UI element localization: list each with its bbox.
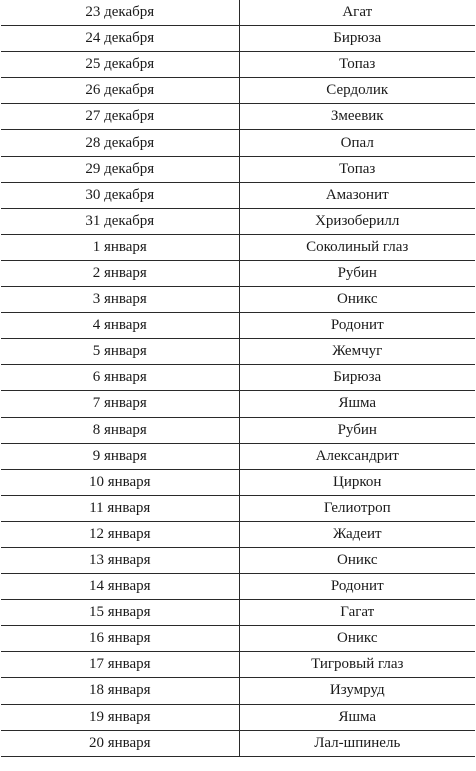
birthstone-table (1, 0, 475, 757)
date-cell: 28 декабря (1, 130, 239, 156)
table-row (1, 26, 475, 52)
date-cell: 4 января (1, 313, 239, 339)
table-row (1, 600, 475, 626)
date-cell: 6 января (1, 365, 239, 391)
table-row (1, 495, 475, 521)
date-cell: 12 января (1, 521, 239, 547)
stone-cell: Топаз (239, 52, 475, 78)
stone-cell: Змеевик (239, 104, 475, 130)
table-row (1, 547, 475, 573)
table-row (1, 678, 475, 704)
stone-cell: Рубин (239, 417, 475, 443)
stone-cell: Бирюза (239, 26, 475, 52)
date-cell: 3 января (1, 287, 239, 313)
date-cell: 18 января (1, 678, 239, 704)
table-row (1, 652, 475, 678)
stone-cell: Родонит (239, 313, 475, 339)
stone-cell: Яшма (239, 391, 475, 417)
date-cell: 20 января (1, 730, 239, 756)
stone-cell: Яшма (239, 704, 475, 730)
stone-cell: Сердолик (239, 78, 475, 104)
date-cell: 30 декабря (1, 182, 239, 208)
table-row (1, 417, 475, 443)
table-row (1, 313, 475, 339)
table-row (1, 730, 475, 756)
date-cell: 24 декабря (1, 26, 239, 52)
date-cell: 31 декабря (1, 208, 239, 234)
table-row (1, 156, 475, 182)
table-row (1, 704, 475, 730)
date-cell: 1 января (1, 234, 239, 260)
date-cell: 16 января (1, 626, 239, 652)
date-cell: 9 января (1, 443, 239, 469)
stone-cell: Гагат (239, 600, 475, 626)
table-row (1, 391, 475, 417)
date-cell: 29 декабря (1, 156, 239, 182)
stone-cell: Оникс (239, 547, 475, 573)
stone-cell: Рубин (239, 260, 475, 286)
date-cell: 14 января (1, 574, 239, 600)
stone-cell: Бирюза (239, 365, 475, 391)
table-row (1, 208, 475, 234)
table-row (1, 443, 475, 469)
stone-cell: Лал-шпинель (239, 730, 475, 756)
stone-cell: Жадеит (239, 521, 475, 547)
table-row (1, 365, 475, 391)
stone-cell: Изумруд (239, 678, 475, 704)
stone-cell: Опал (239, 130, 475, 156)
stone-cell: Родонит (239, 574, 475, 600)
date-cell: 7 января (1, 391, 239, 417)
table-row (1, 52, 475, 78)
date-cell: 17 января (1, 652, 239, 678)
date-cell: 2 января (1, 260, 239, 286)
date-cell: 26 декабря (1, 78, 239, 104)
date-cell: 13 января (1, 547, 239, 573)
table-row (1, 574, 475, 600)
table-row (1, 234, 475, 260)
date-cell: 15 января (1, 600, 239, 626)
stone-cell: Агат (239, 0, 475, 26)
date-cell: 10 января (1, 469, 239, 495)
table-row (1, 0, 475, 26)
stone-cell: Топаз (239, 156, 475, 182)
stone-cell: Соколиный глаз (239, 234, 475, 260)
date-cell: 8 января (1, 417, 239, 443)
table-row (1, 130, 475, 156)
table-row (1, 260, 475, 286)
date-cell: 25 декабря (1, 52, 239, 78)
date-cell: 19 января (1, 704, 239, 730)
table-body (1, 0, 475, 756)
table-row (1, 469, 475, 495)
stone-cell: Амазонит (239, 182, 475, 208)
table-row (1, 626, 475, 652)
stone-cell: Гелиотроп (239, 495, 475, 521)
date-cell: 11 января (1, 495, 239, 521)
table-row (1, 78, 475, 104)
stone-cell: Оникс (239, 287, 475, 313)
table-row (1, 521, 475, 547)
stone-cell: Жемчуг (239, 339, 475, 365)
stone-cell: Оникс (239, 626, 475, 652)
stone-cell: Циркон (239, 469, 475, 495)
stone-cell: Александрит (239, 443, 475, 469)
table-row (1, 339, 475, 365)
date-cell: 27 декабря (1, 104, 239, 130)
table-row (1, 104, 475, 130)
date-cell: 23 декабря (1, 0, 239, 26)
table-row (1, 182, 475, 208)
stone-cell: Тигровый глаз (239, 652, 475, 678)
stone-cell: Хризоберилл (239, 208, 475, 234)
table-row (1, 287, 475, 313)
date-cell: 5 января (1, 339, 239, 365)
